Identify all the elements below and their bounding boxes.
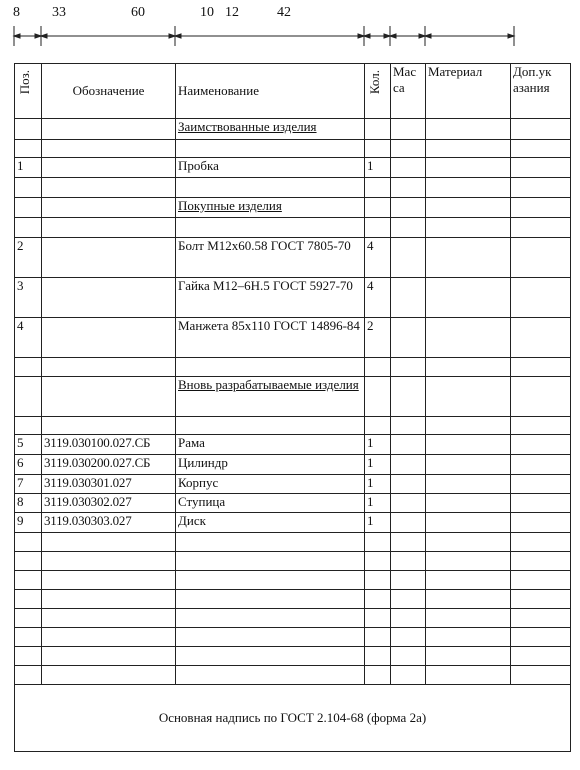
cell-pos: 5: [15, 435, 42, 455]
title-block-note: Основная надпись по ГОСТ 2.104-68 (форма 2а): [15, 685, 571, 752]
cell-qty: 1: [365, 435, 391, 455]
cell-name: Диск: [176, 513, 365, 533]
cell-qty: 4: [365, 278, 391, 318]
dim-label-material: 42: [277, 5, 291, 20]
cell-pos: 2: [15, 238, 42, 278]
table-row: [15, 119, 571, 140]
specification-table: [14, 63, 571, 752]
header-row: [15, 64, 571, 119]
table-row: [15, 358, 571, 377]
cell-name: Манжета 85х110 ГОСТ 14896-84: [176, 318, 365, 358]
table-row: [15, 590, 571, 609]
table-row: [15, 494, 571, 513]
table-row: [15, 666, 571, 685]
dim-label-qty: 10: [200, 5, 214, 20]
table-row: [15, 198, 571, 218]
table-row: [15, 475, 571, 494]
table-row: [15, 533, 571, 552]
table-row: [15, 552, 571, 571]
table-row: [15, 609, 571, 628]
section-new: Вновь разрабатываемые изделия: [176, 377, 365, 417]
header-mass: Мас са: [391, 64, 426, 119]
cell-qty: 4: [365, 238, 391, 278]
cell-designation: 3119.030301.027: [42, 475, 176, 494]
cell-name: Рама: [176, 435, 365, 455]
cell-pos: 9: [15, 513, 42, 533]
cell-qty: 1: [365, 455, 391, 475]
table-row: [15, 158, 571, 178]
cell-name: Корпус: [176, 475, 365, 494]
cell-designation: 3119.030303.027: [42, 513, 176, 533]
cell-name: Цилиндр: [176, 455, 365, 475]
header-qty: Кол.: [365, 64, 391, 119]
cell-pos: 6: [15, 455, 42, 475]
table-row: [15, 571, 571, 590]
table-row: [15, 178, 571, 198]
dim-label-designation: 33: [52, 5, 66, 20]
cell-pos: 8: [15, 494, 42, 513]
cell-pos: 3: [15, 278, 42, 318]
table-row: [15, 435, 571, 455]
cell-name: Болт М12х60.58 ГОСТ 7805-70: [176, 238, 365, 278]
table-row: [15, 140, 571, 158]
dim-label-name: 60: [131, 5, 145, 20]
cell-qty: 1: [365, 475, 391, 494]
cell-name: Пробка: [176, 158, 365, 178]
section-borrowed: Заимствованные изделия: [176, 119, 365, 140]
table-row: [15, 238, 571, 278]
table-row: [15, 647, 571, 666]
header-material: Материал: [426, 64, 511, 119]
table-row: [15, 455, 571, 475]
cell-designation: 3119.030200.027.СБ: [42, 455, 176, 475]
section-purchased: Покупные изделия: [176, 198, 365, 218]
cell-qty: 2: [365, 318, 391, 358]
cell-name: Гайка М12–6Н.5 ГОСТ 5927-70: [176, 278, 365, 318]
table-row: [15, 278, 571, 318]
header-designation: Обозначение: [42, 64, 176, 119]
table-row: [15, 417, 571, 435]
dimension-lines: [0, 0, 580, 60]
table-row: [15, 377, 571, 417]
table-row: [15, 513, 571, 533]
header-note: Доп.ук азания: [511, 64, 571, 119]
cell-qty: 1: [365, 513, 391, 533]
table-row: [15, 628, 571, 647]
cell-pos: 1: [15, 158, 42, 178]
cell-designation: 3119.030100.027.СБ: [42, 435, 176, 455]
footer-row: [15, 685, 571, 752]
dim-label-mass: 12: [225, 5, 239, 20]
cell-qty: 1: [365, 494, 391, 513]
dim-label-pos: 8: [13, 5, 20, 20]
cell-designation: 3119.030302.027: [42, 494, 176, 513]
table-row: [15, 218, 571, 238]
cell-qty: 1: [365, 158, 391, 178]
table-row: [15, 318, 571, 358]
cell-pos: 7: [15, 475, 42, 494]
cell-name: Ступица: [176, 494, 365, 513]
cell-pos: 4: [15, 318, 42, 358]
header-name: Наименование: [176, 64, 365, 119]
header-pos: Поз.: [15, 64, 42, 119]
